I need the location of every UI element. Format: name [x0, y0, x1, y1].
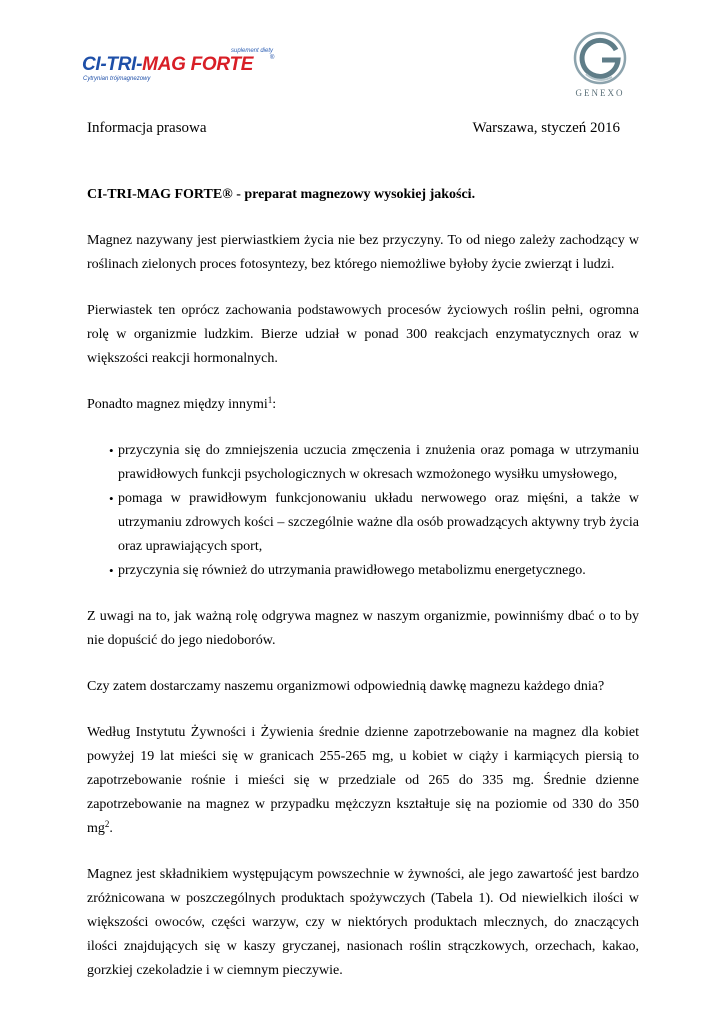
- paragraph-7: Magnez jest składnikiem występującym powszechnie w żywności, ale jego zawartość jest bardzo zróżnicowana w poszczególnych produktach spożywczych (Tabela 1). Od niewielkich ilości w większości owoców, części warzyw, czy w niektórych produktach mlecznych, do znaczących ilości znajdujących się w kaszy gryczanej, nasionach roślin strączkowych, orzechach, kakao, gorzkiej czekoladzie i w ciemnym pieczywie.: [87, 867, 639, 978]
- paragraph-3: [87, 393, 639, 417]
- paragraph-6: [87, 721, 639, 841]
- place-date: Warszawa, styczeń 2016: [472, 120, 620, 136]
- benefits-list: [87, 439, 639, 583]
- article-body: [87, 183, 639, 1005]
- header-row: [87, 120, 620, 142]
- logo-brand-part1: CI-TRI-: [82, 54, 143, 75]
- logo-brand-part2: MAG FORTE: [142, 54, 254, 75]
- paragraph-6-text: Według Instytutu Żywności i Żywienia średnie dzienne zapotrzebowanie na magnez dla kobiet powyżej 19 lat mieści się w granicach 255-265 mg, u kobiet w ciąży i karmiących piersią to zapotrzebowanie rośnie i mieści się w przedziale od 265 do 335 mg. Średnie dzienne zapotrzebowanie na magnez w przypadku mężczyzn kształtuje się na poziomie od 330 do 350 mg: [87, 725, 639, 836]
- citrimag-logo: [80, 46, 285, 88]
- list-item: [87, 487, 639, 559]
- list-item: [87, 559, 639, 583]
- paragraph-2: Pierwiastek ten oprócz zachowania podstawowych procesów życiowych roślin pełni, ogromna rolę w organizmie ludzkim. Bierze udział w ponad 300 reakcjach enzymatycznych oraz w większości reakcji hormonalnych.: [87, 303, 639, 366]
- list-item-text: pomaga w prawidłowym funkcjonowaniu układu nerwowego oraz mięśni, a także w utrzymaniu zdrowych kości – szczególnie ważne dla osób prowadzących aktywny tryb życia oraz uprawiających sport,: [118, 491, 639, 554]
- logo-subtitle: Cytrynian trójmagnezowy: [83, 76, 151, 82]
- paragraph-6-tail: .: [109, 821, 113, 836]
- footnote-ref-2: 2: [104, 819, 110, 829]
- logo-registered-mark: ®: [270, 55, 275, 61]
- logo-brand: [82, 54, 253, 76]
- bullet-icon: •: [109, 491, 114, 506]
- genexo-emblem-icon: [572, 30, 628, 86]
- article-title: CI-TRI-MAG FORTE® - preparat magnezowy wysokiej jakości.: [87, 187, 476, 202]
- genexo-logo: [568, 30, 632, 102]
- bullet-icon: •: [109, 443, 114, 458]
- press-release-label: Informacja prasowa: [87, 120, 207, 136]
- genexo-name: GENEXO: [575, 88, 625, 98]
- paragraph-3-text: Ponadto magnez między innymi: [87, 397, 268, 412]
- list-item: [87, 439, 639, 487]
- paragraph-5: Czy zatem dostarczamy naszemu organizmowi odpowiednią dawkę magnezu każdego dnia?: [87, 679, 605, 694]
- paragraph-3-tail: :: [272, 397, 277, 412]
- bullet-icon: •: [109, 563, 114, 578]
- list-item-text: przyczynia się do zmniejszenia uczucia zmęczenia i znużenia oraz pomaga w utrzymaniu prawidłowych funkcji psychologicznych w okresach wzmożonego wysiłku umysłowego,: [118, 443, 639, 482]
- paragraph-4: Z uwagi na to, jak ważną rolę odgrywa magnez w naszym organizmie, powinniśmy dbać o to by nie dopuścić do jego niedoborów.: [87, 609, 639, 648]
- list-item-text: przyczynia się również do utrzymania prawidłowego metabolizmu energetycznego.: [118, 563, 586, 578]
- footnote-ref-1: 1: [267, 395, 273, 405]
- paragraph-1: Magnez nazywany jest pierwiastkiem życia nie bez przyczyny. To od niego zależy zachodzący w roślinach zielonych proces fotosyntezy, bez którego niemożliwe byłoby życie zwierząt i ludzi.: [87, 233, 639, 272]
- logo-supplement-text: suplement diety: [231, 48, 274, 54]
